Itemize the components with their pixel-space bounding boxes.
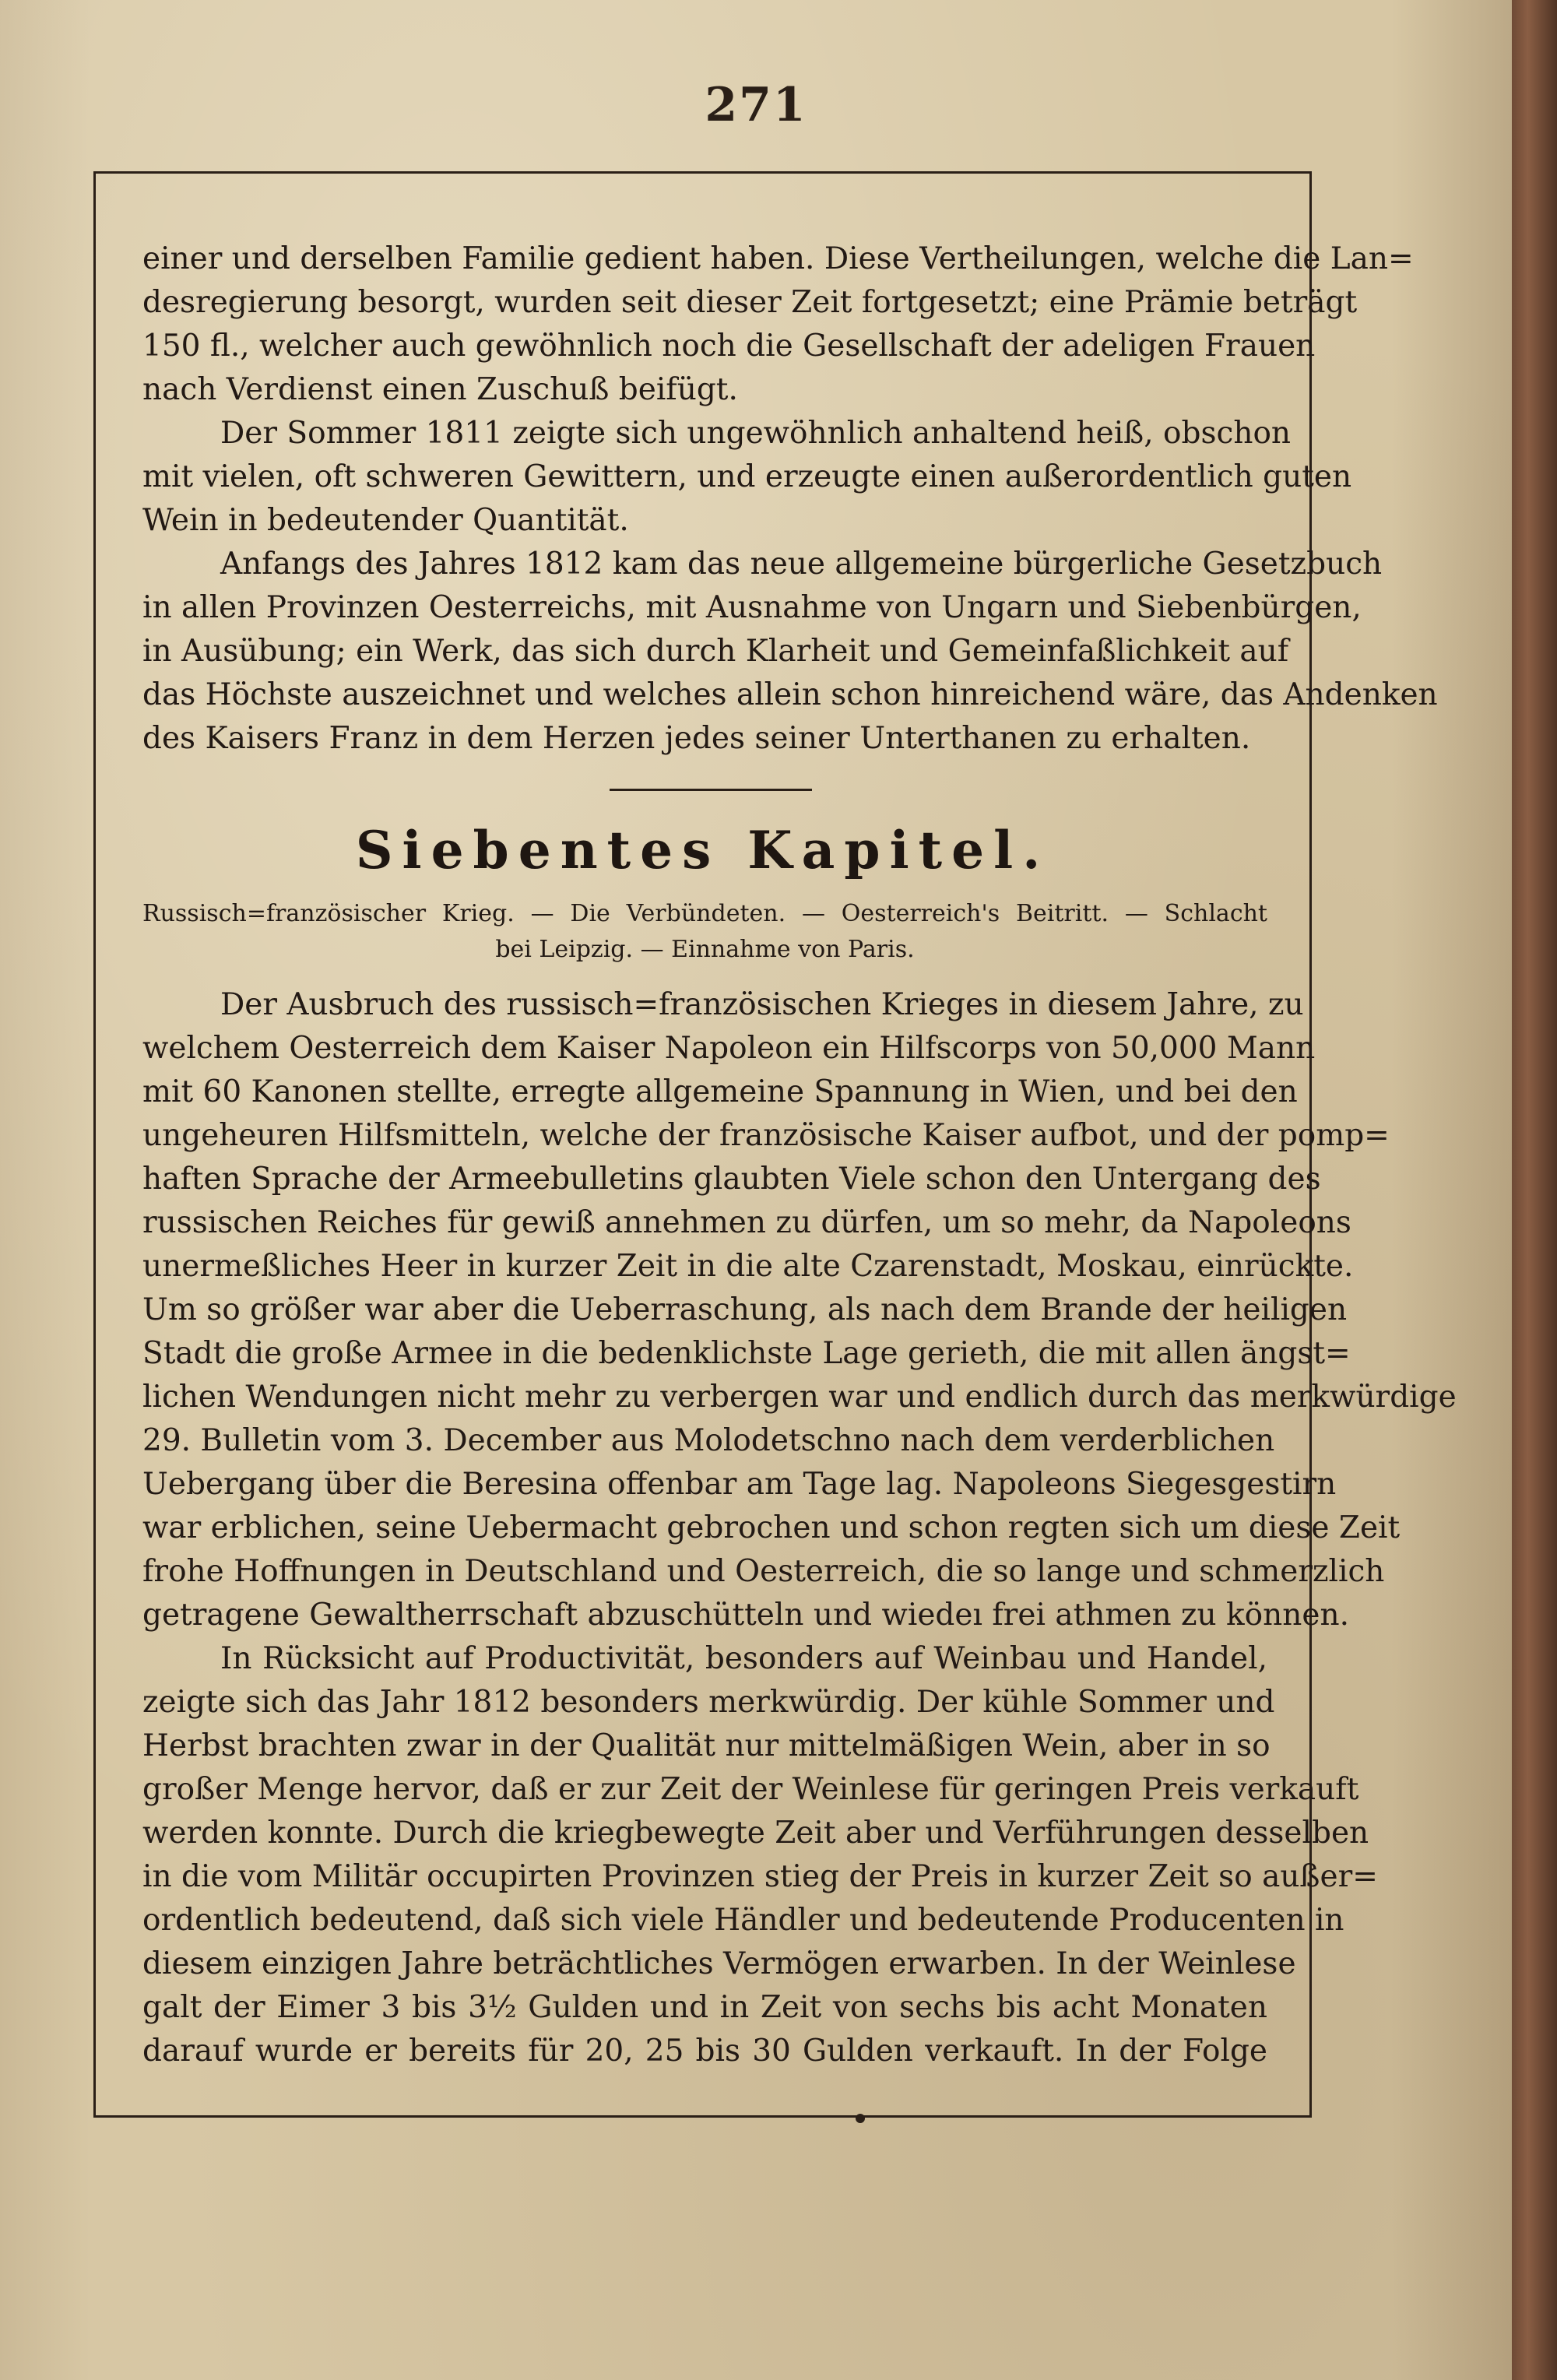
chapter-text: [142, 983, 1457, 2073]
chapter-summary: [142, 896, 1267, 968]
text-line: einer und derselben Familie gedient haben. Diese Vertheilungen, welche die Lan=: [142, 241, 1414, 276]
page-number: 271: [705, 78, 807, 132]
text-line: Uebergang über die Beresina offenbar am Tage lag. Napoleons Siegesgestirn: [142, 1467, 1337, 1502]
chapter-title: Siebentes Kapitel.: [355, 820, 1050, 881]
text-line: großer Menge hervor, daß er zur Zeit der Weinlese für geringen Preis verkauft: [142, 1772, 1359, 1807]
book-spine: [1512, 0, 1557, 2380]
text-line: russischen Reiches für gewiß annehmen zu dürfen, um so mehr, da Napoleons: [142, 1205, 1351, 1240]
text-line: ungeheuren Hilfsmitteln, welche der französische Kaiser aufbot, und der pomp=: [142, 1118, 1390, 1153]
text-line: nach Verdienst einen Zuschuß beifügt.: [142, 372, 738, 407]
text-line: Stadt die große Armee in die bedenklichste Lage gerieth, die mit allen ängst=: [142, 1336, 1351, 1371]
text-line: in die vom Militär occupirten Provinzen stieg der Preis in kurzer Zeit so außer=: [142, 1859, 1378, 1894]
intro-text: [142, 237, 1438, 761]
text-line: mit vielen, oft schweren Gewittern, und erzeugte einen außerordentlich guten: [142, 459, 1352, 494]
text-line: Anfangs des Jahres 1812 kam das neue allgemeine bürgerliche Gesetzbuch: [220, 547, 1383, 582]
text-line: getragene Gewaltherrschaft abzuschütteln und wiedeı frei athmen zu können.: [142, 1598, 1349, 1633]
text-line: Herbst brachten zwar in der Qualität nur mittelmäßigen Wein, aber in so: [142, 1728, 1271, 1763]
text-line: In Rücksicht auf Productivität, besonders auf Weinbau und Handel,: [220, 1641, 1267, 1676]
text-line: des Kaisers Franz in dem Herzen jedes seiner Unterthanen zu erhalten.: [142, 721, 1251, 756]
text-frame: [93, 171, 1457, 2118]
text-line: war erblichen, seine Uebermacht gebrochen und schon regten sich um diese Zeit: [142, 1510, 1401, 1545]
printers-dot: [856, 2114, 865, 2123]
text-line: haften Sprache der Armeebulletins glaubten Viele schon den Untergang des: [142, 1162, 1321, 1197]
text-line: werden konnte. Durch die kriegbewegte Zeit aber und Verführungen desselben: [142, 1816, 1369, 1851]
text-line: diesem einzigen Jahre beträchtliches Vermögen erwarben. In der Weinlese: [142, 1946, 1296, 1981]
text-line: welchem Oesterreich dem Kaiser Napoleon ein Hilfscorps von 50,000 Mann: [142, 1031, 1316, 1066]
text-line: in allen Provinzen Oesterreichs, mit Ausnahme von Ungarn und Siebenbürgen,: [142, 590, 1362, 625]
text-line: zeigte sich das Jahr 1812 besonders merkwürdig. Der kühle Sommer und: [142, 1685, 1275, 1720]
text-line: Um so größer war aber die Ueberraschung, als nach dem Brande der heiligen: [142, 1292, 1348, 1327]
text-line: frohe Hoffnungen in Deutschland und Oesterreich, die so lange und schmerzlich: [142, 1554, 1385, 1589]
text-line: Der Sommer 1811 zeigte sich ungewöhnlich anhaltend heiß, obschon: [220, 416, 1292, 451]
section-divider: [610, 789, 812, 791]
summary-line: Russisch=französischer Krieg. — Die Verbündeten. — Oesterreich's Beitritt. — Schlacht: [142, 900, 1267, 927]
text-line: unermeßliches Heer in kurzer Zeit in die alte Czarenstadt, Moskau, einrückte.: [142, 1249, 1354, 1284]
text-line: lichen Wendungen nicht mehr zu verbergen war und endlich durch das merkwürdige: [142, 1380, 1457, 1415]
text-line: mit 60 Kanonen stellte, erregte allgemeine Spannung in Wien, und bei den: [142, 1074, 1298, 1109]
text-line: in Ausübung; ein Werk, das sich durch Klarheit und Gemeinfaßlichkeit auf: [142, 634, 1289, 669]
summary-line: bei Leipzig. — Einnahme von Paris.: [495, 936, 915, 963]
text-line: Wein in bedeutender Quantität.: [142, 503, 629, 538]
text-line: 29. Bulletin vom 3. December aus Molodetschno nach dem verderblichen: [142, 1423, 1275, 1458]
text-line: darauf wurde er bereits für 20, 25 bis 30 Gulden verkauft. In der Folge: [142, 2034, 1267, 2069]
text-line: ordentlich bedeutend, daß sich viele Händler und bedeutende Producenten in: [142, 1903, 1344, 1938]
text-line: desregierung besorgt, wurden seit dieser Zeit fortgesetzt; eine Prämie beträgt: [142, 285, 1358, 320]
text-line: das Höchste auszeichnet und welches allein schon hinreichend wäre, das Andenken: [142, 677, 1438, 712]
text-line: Der Ausbruch des russisch=französischen Krieges in diesem Jahre, zu: [220, 987, 1304, 1022]
text-line: galt der Eimer 3 bis 3½ Gulden und in Zeit von sechs bis acht Monaten: [142, 1990, 1267, 2025]
text-line: 150 fl., welcher auch gewöhnlich noch die Gesellschaft der adeligen Frauen: [142, 329, 1316, 364]
